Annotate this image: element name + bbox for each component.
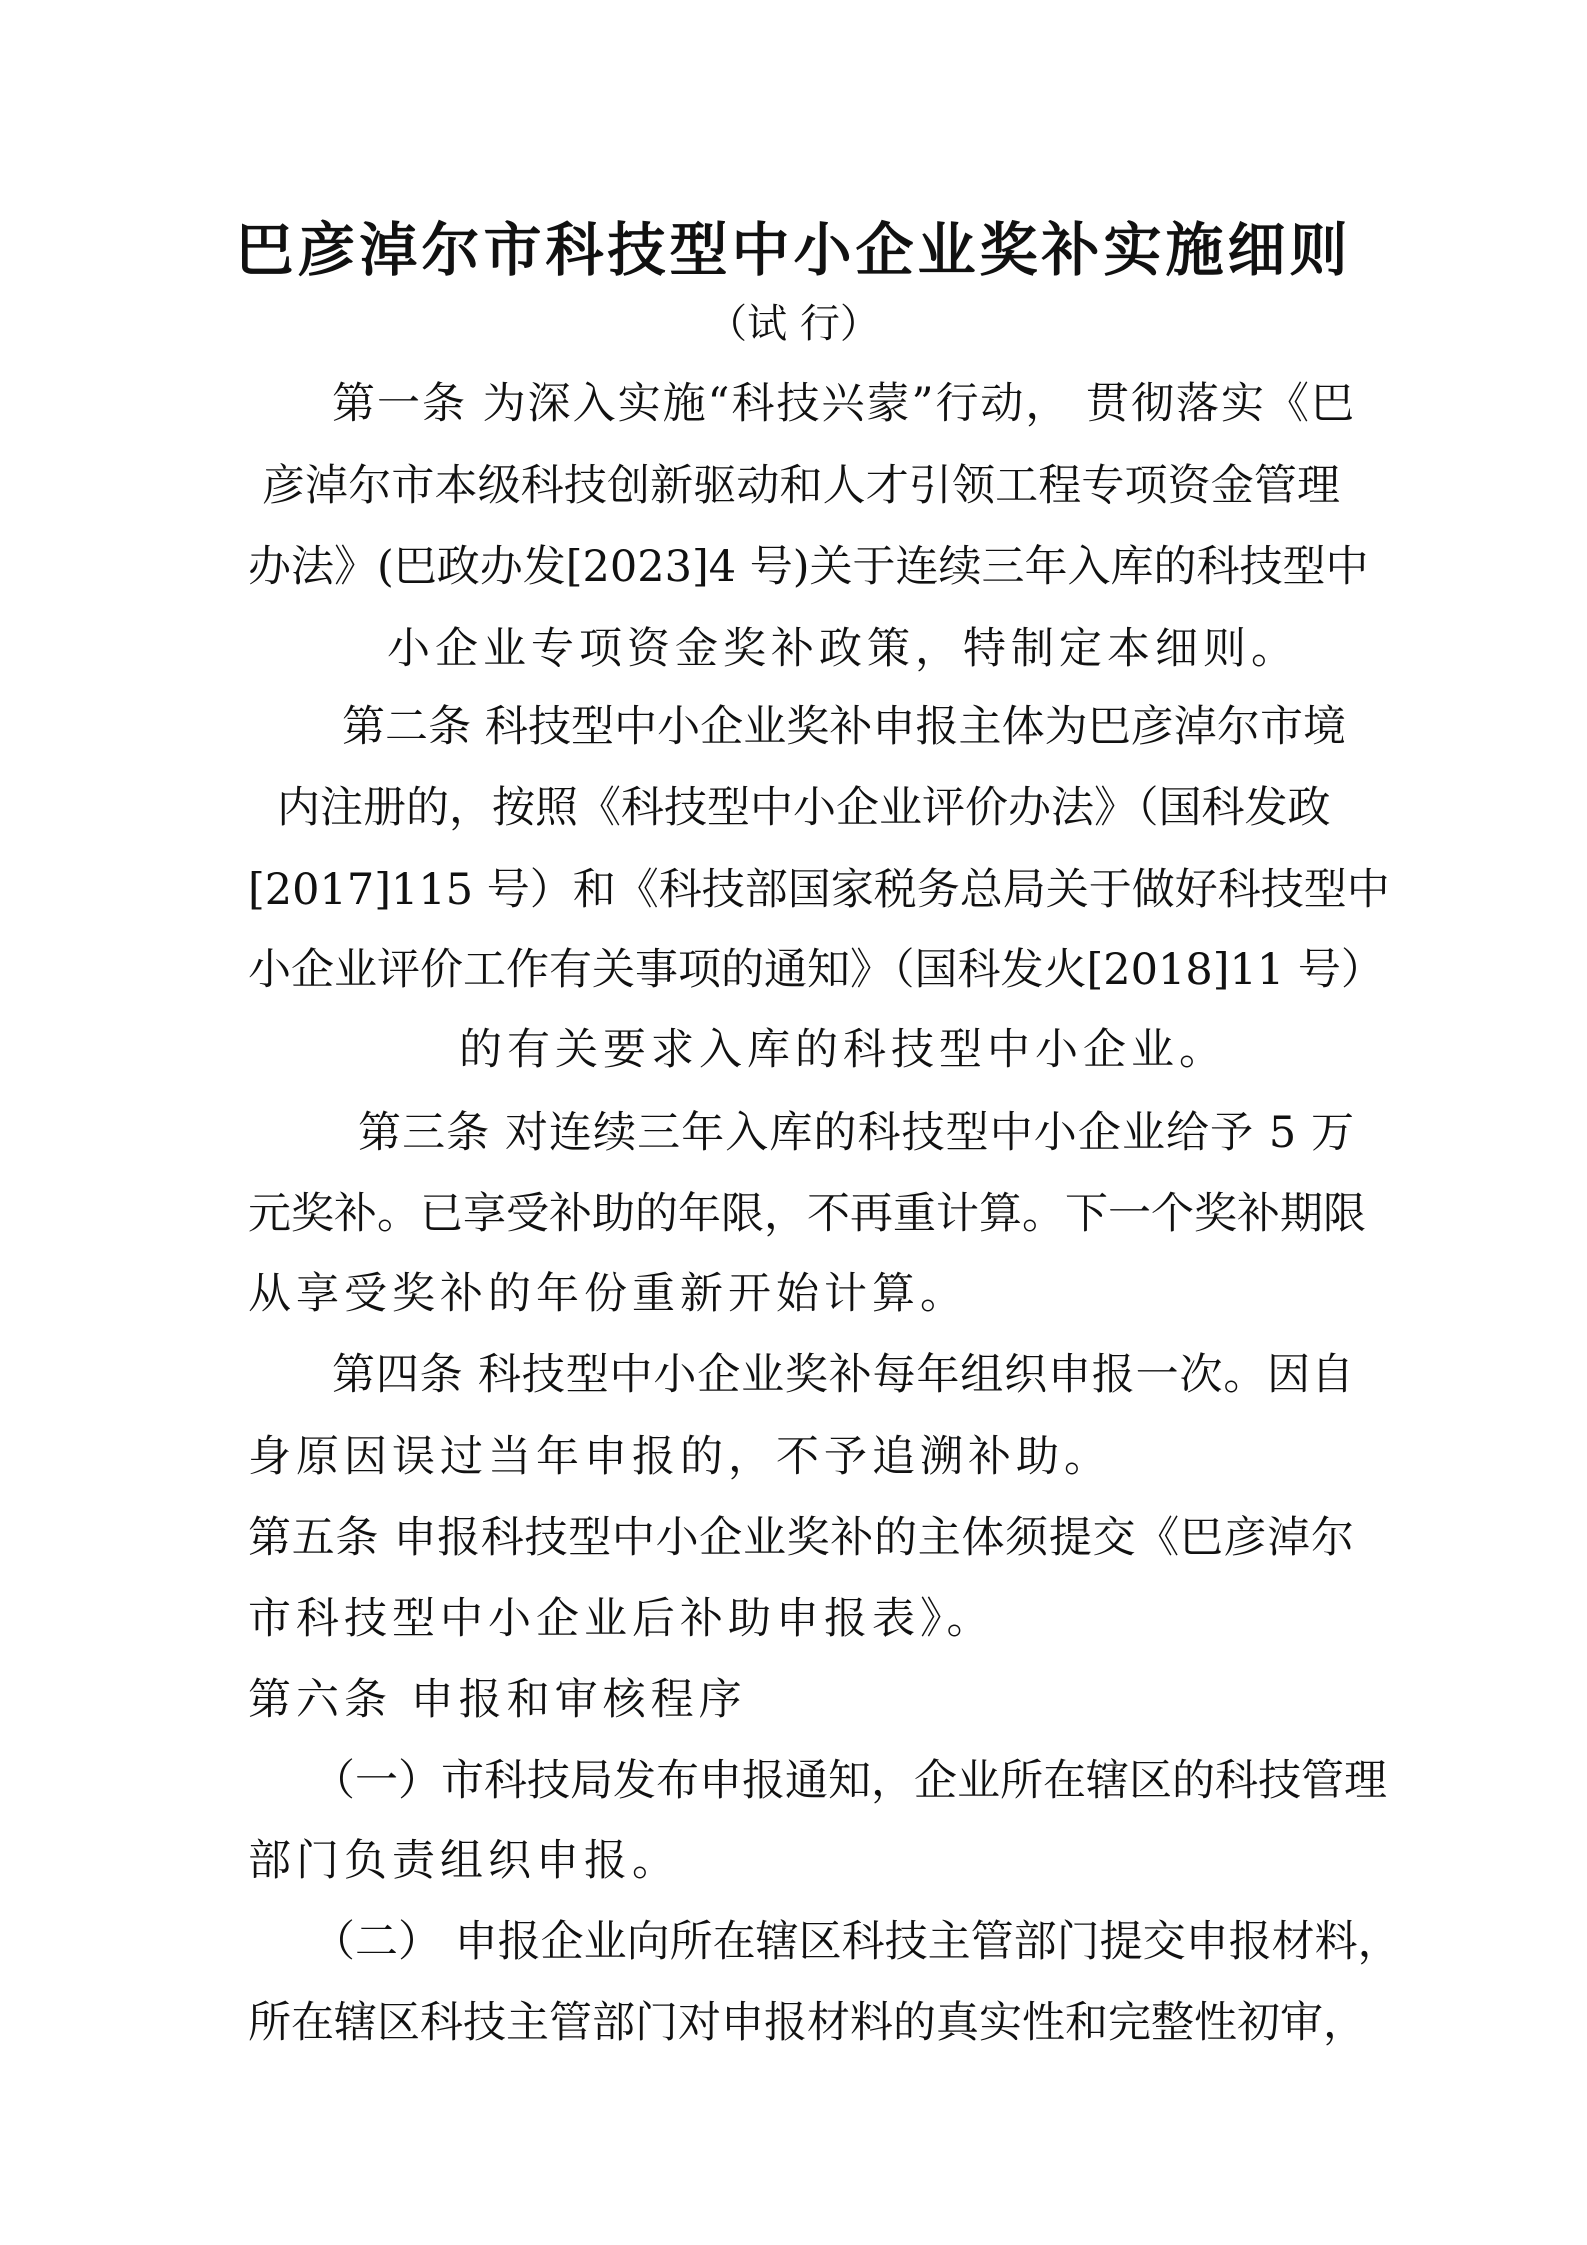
paragraph-line: 的有关要求入库的科技型中小企业。 bbox=[459, 1025, 1227, 1075]
paragraph-line: 小企业专项资金奖补政策，特制定本细则。 bbox=[387, 624, 1299, 674]
paragraph-line: 部门负责组织申报。 bbox=[248, 1836, 680, 1886]
paragraph-line: 第三条 对连续三年入库的科技型中小企业给予 5 万 bbox=[358, 1108, 1354, 1158]
paragraph-line: 第一条 为深入实施“科技兴蒙”行动， 贯彻落实《巴 bbox=[332, 379, 1354, 429]
paragraph-line: 第五条 申报科技型中小企业奖补的主体须提交《巴彦淖尔 bbox=[248, 1513, 1354, 1563]
paragraph-line: （一）市科技局发布申报通知，企业所在辖区的科技管理 bbox=[312, 1756, 1387, 1806]
paragraph-line: 元奖补。已享受补助的年限，不再重计算。下一个奖补期限 bbox=[248, 1189, 1366, 1239]
paragraph-line: （二） 申报企业向所在辖区科技主管部门提交申报材料， bbox=[312, 1917, 1401, 1967]
paragraph-line: 彦淖尔市本级科技创新驱动和人才引领工程专项资金管理 bbox=[262, 461, 1340, 511]
paragraph-line: 第四条 科技型中小企业奖补每年组织申报一次。因自 bbox=[332, 1350, 1354, 1400]
document-title: 巴彦淖尔市科技型中小企业奖补实施细则 bbox=[235, 216, 1352, 284]
paragraph-line: 身原因误过当年申报的，不予追溯补助。 bbox=[248, 1432, 1112, 1482]
paragraph-line: 小企业评价工作有关事项的通知》（国科发火[2018]11 号） bbox=[248, 945, 1384, 995]
document-subtitle: （试 行） bbox=[707, 301, 880, 347]
paragraph-line: [2017]115 号）和《科技部国家税务总局关于做好科技型中 bbox=[248, 865, 1390, 915]
paragraph-line: 第二条 科技型中小企业奖补申报主体为巴彦淖尔市境 bbox=[342, 702, 1346, 752]
paragraph-line: 市科技型中小企业后补助申报表》。 bbox=[248, 1594, 995, 1644]
paragraph-line: 办法》(巴政办发[2023]4 号)关于连续三年入库的科技型中 bbox=[248, 542, 1369, 592]
paragraph-line: 所在辖区科技主管部门对申报材料的真实性和完整性初审， bbox=[248, 1998, 1366, 2048]
paragraph-line: 从享受奖补的年份重新开始计算。 bbox=[248, 1269, 968, 1319]
paragraph-line: 内注册的，按照《科技型中小企业评价办法》（国科发政 bbox=[277, 783, 1331, 833]
paragraph-line: 第六条 申报和审核程序 bbox=[248, 1675, 747, 1725]
